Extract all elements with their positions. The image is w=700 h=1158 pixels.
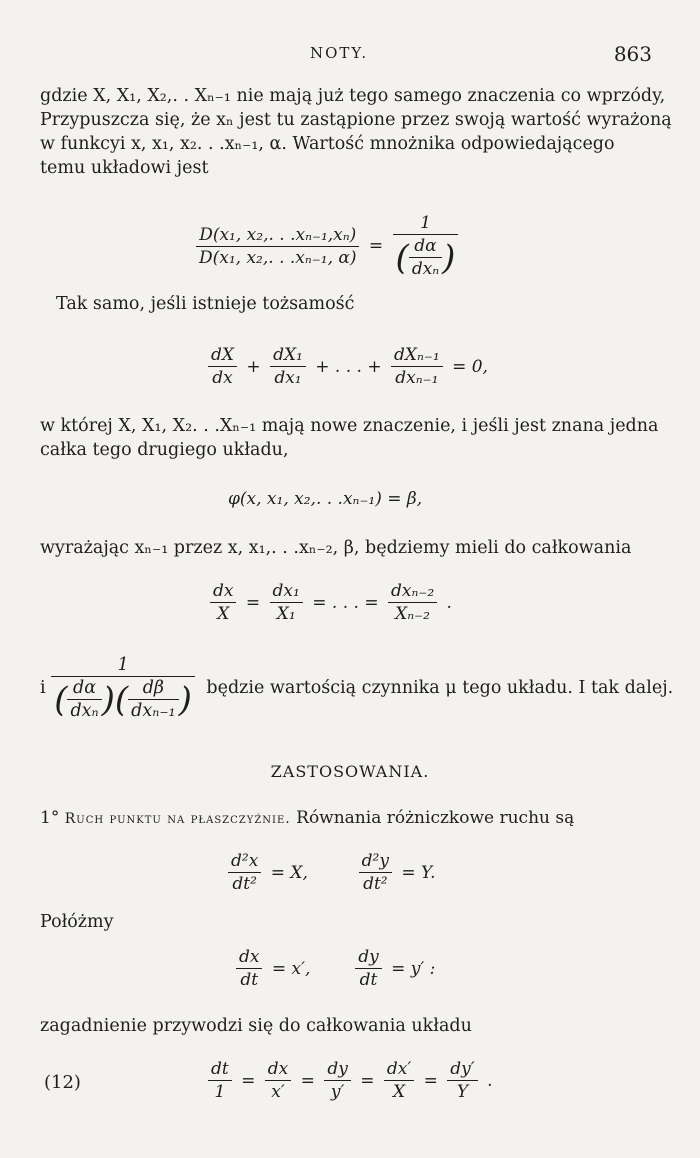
fraction-reciprocal: [393, 212, 459, 280]
equation-motion: $\frac{\text{d²x}}{\text{dt²}}$ = X, $\frac{\text{d²y}}{\text{dt²}}$ = Y.: [228, 850, 439, 895]
subsection-text: Równania różniczkowe ruchu są: [296, 808, 575, 828]
text-line: gdzie X, X₁, X₂,. . Xₙ₋₁ nie mają już tego samego znaczenia co wprzódy,: [40, 86, 666, 106]
fraction-numerator: D(x₁, x₂,. . .xₙ₋₁,xₙ): [196, 224, 359, 247]
equation-system-reduced: $\frac{dx}{X}$ = $\frac{\text{dx₁}}{\text{X₁}}$ = . . . = $\frac{\text{dxₙ₋₂}}{\text{Xₙ₋₂}}$ .: [210, 580, 456, 625]
equation-integral-phi: φ(x, x₁, x₂,. . .xₙ₋₁) = β,: [228, 489, 423, 509]
text-line: zagadnienie przywodzi się do całkowania układu: [40, 1016, 472, 1036]
paragraph-multiplier-value: [40, 654, 673, 722]
text-prefix: i: [40, 678, 46, 698]
paragraph-reduces: [40, 1014, 652, 1038]
text-line: w której X, X₁, X₂. . .Xₙ₋₁ mają nowe znaczenie, i jeśli jest znana jedna: [40, 416, 659, 436]
text-line: temu układowi jest: [40, 158, 209, 178]
text-line: Tak samo, jeśli istnieje tożsamość: [56, 294, 355, 314]
equation-label: (12): [44, 1072, 81, 1093]
fraction-denominator: ( $\frac{d\alpha}{\text{dxₙ}}$ ): [395, 236, 456, 279]
equation-velocities: $\frac{dx}{dt}$ = x′, $\frac{dy}{dt}$ = y′ :: [236, 946, 439, 991]
fraction-multiplier: 1 ( $\frac{d\alpha}{\text{dxₙ}}$ )( $\frac{d\beta}{\text{dxₙ₋₁}}$ ): [51, 654, 195, 722]
running-title: NOTY.: [310, 44, 369, 62]
fraction-jacobian: [196, 224, 359, 269]
equation-identity: $\frac{dX}{dx}$ + $\frac{\text{dX₁}}{\text{dx₁}}$ + . . . + $\frac{\text{dXₙ₋₁}}{\text{dxₙ₋₁}}$ = 0,: [208, 344, 492, 389]
paragraph-let: [40, 910, 652, 934]
paragraph-identity: [40, 292, 652, 316]
fraction-numerator: 1: [393, 212, 459, 235]
text-line: Przypuszcza się, że xₙ jest tu zastąpione przez swoją wartość wyrażoną: [40, 110, 672, 130]
section-heading: ZASTOSOWANIA.: [270, 762, 430, 781]
equals-sign: =: [368, 236, 384, 256]
page-header: [40, 44, 652, 68]
equation-multiplier: [196, 212, 458, 280]
paragraph-new-meaning: [40, 414, 659, 462]
equation-12: $\frac{dt}{1}$ = $\frac{dx}{x'}$ = $\frac{dy}{y'}$ = $\frac{dx'}{X}$ = $\frac{dy'}{Y}$ .: [208, 1058, 496, 1103]
paragraph-expressing: [40, 536, 652, 560]
fraction-denominator: D(x₁, x₂,. . .xₙ₋₁, α): [199, 247, 357, 268]
text-line: Połóżmy: [40, 912, 114, 932]
subsection-title: Ruch punktu na płaszczyźnie.: [64, 811, 291, 827]
subsection-motion-in-plane: [40, 808, 652, 828]
text-line: całka tego drugiego układu,: [40, 440, 289, 460]
page-number: 863: [613, 42, 652, 66]
text-line: wyrażając xₙ₋₁ przez x, x₁,. . .xₙ₋₂, β, będziemy mieli do całkowania: [40, 538, 632, 558]
text-line: w funkcyi x, x₁, x₂. . .xₙ₋₁, α. Wartość mnożnika odpowiedającego: [40, 134, 615, 154]
text-rest: będzie wartością czynnika μ tego układu. I tak dalej.: [206, 678, 674, 698]
subsection-number: 1°: [40, 808, 60, 828]
paragraph-intro: [40, 84, 672, 180]
fraction-derivative: $\frac{d\alpha}{\text{dxₙ}}$: [409, 235, 442, 280]
